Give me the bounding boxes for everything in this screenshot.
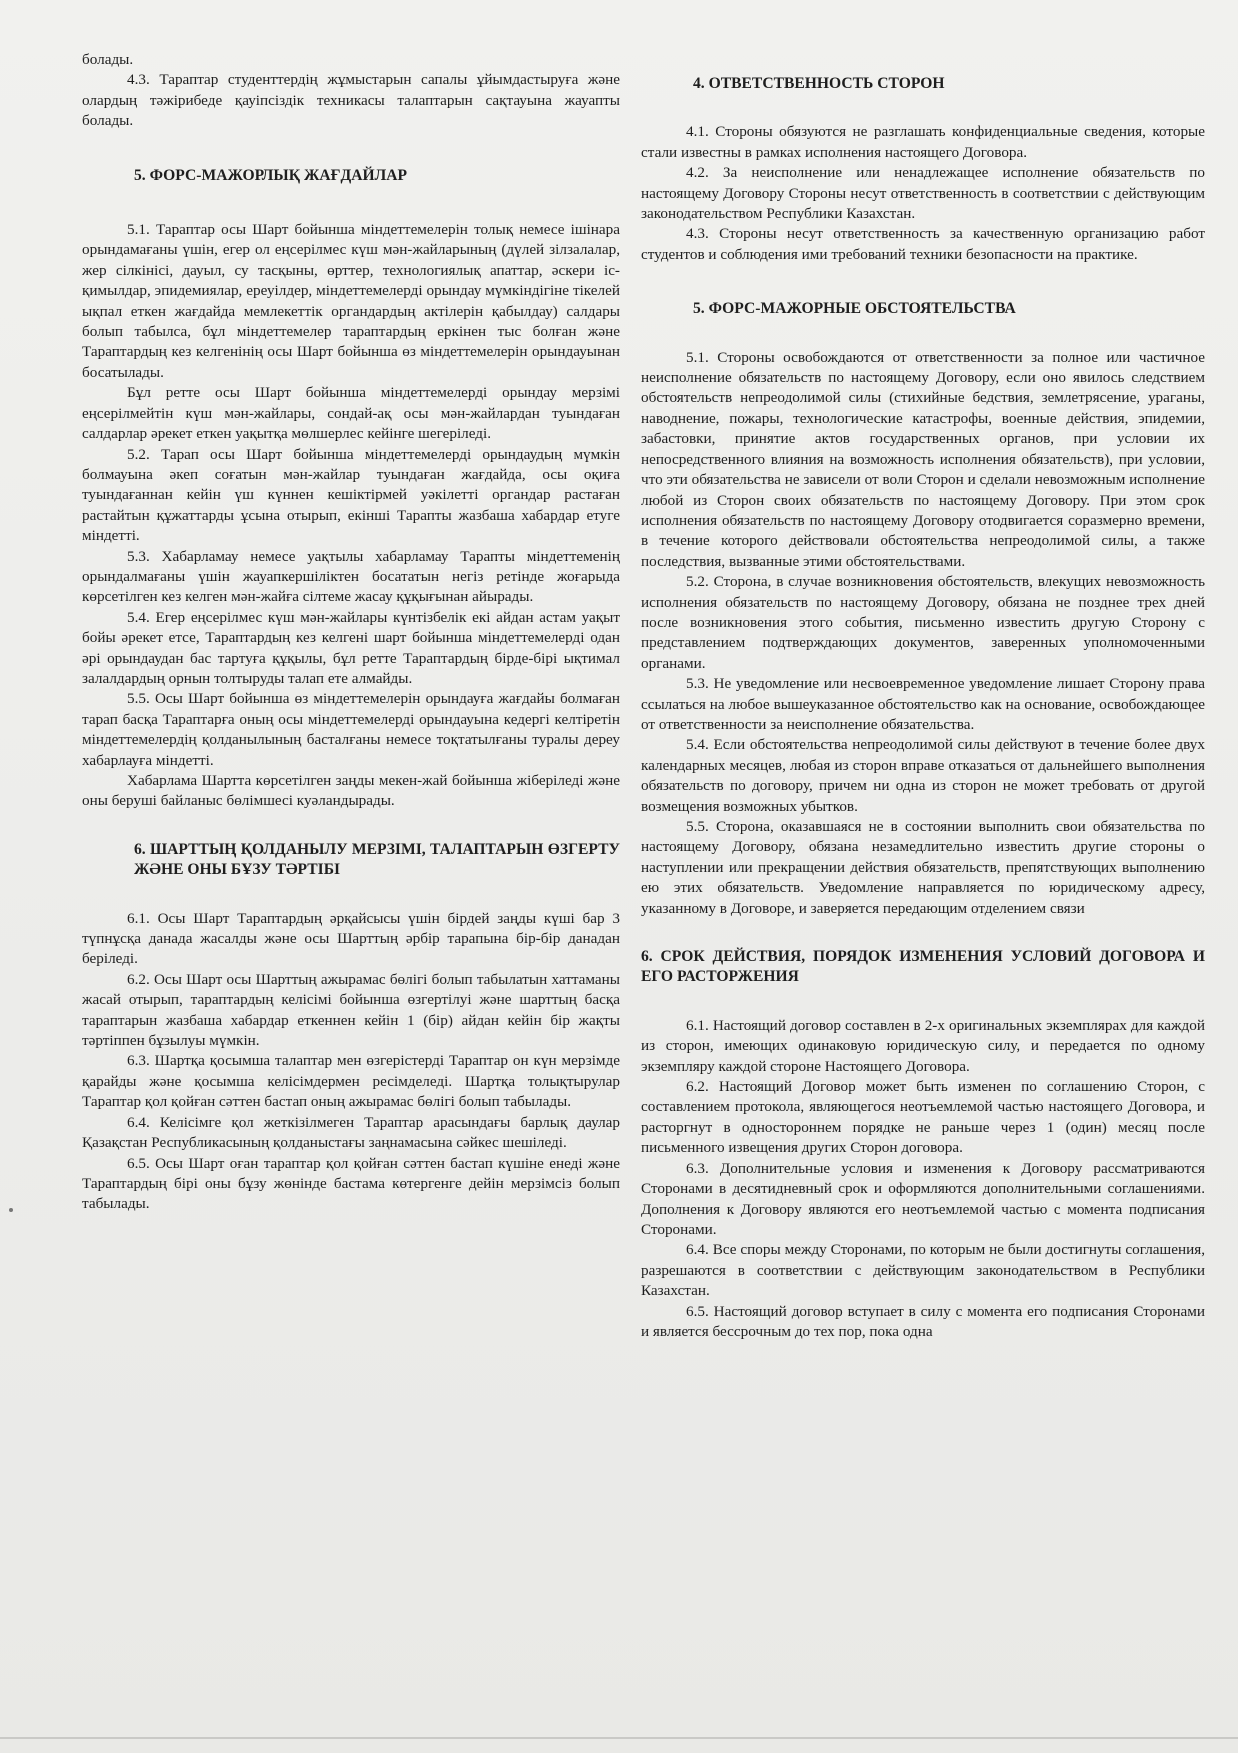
paragraph-6-5-ru: 6.5. Настоящий договор вступает в силу с момента его подписания Сторонами и является бессрочным до тех пор, пока одна — [641, 1302, 1205, 1340]
paragraph-5-4-kz: 5.4. Егер еңсерілмес күш мән-жайлары күнтізбелік екі айдан астам уақыт бойы әрекет етсе, Тараптардың кез келгені шарт бойынша міндеттемелерді одан әрі орындаудан бас тартуға құқылы, бұл ретте Тараптардың бірде-бірі ықтимал залалдардың орнын толтыруды талап ете алмайды. — [82, 608, 620, 687]
scan-speck — [9, 1208, 13, 1212]
paragraph-5-3-kz: 5.3. Хабарламау немесе уақтылы хабарламау Тарапты міндеттеменің орындалмағаны үшін жауапкершіліктен босататын негіз ретінде жоғарыда көрсетілген кез келген мән-жайға сілтеме жасау құқығынан айырады. — [82, 547, 620, 606]
section-5-heading-kz: 5. ФОРС-МАЖОРЛЫҚ ЖАҒДАЙЛАР — [134, 166, 408, 184]
paragraph-6-2-kz: 6.2. Осы Шарт осы Шарттың ажырамас бөлігі болып табылатын хаттаманы жасай отырып, тараптардың келісімі бойынша өзгертілуі және шарттың басқа тараптарын жазбаша хабардар еткеннен кейін 1 (бір) айдан кейін бір жақты тәртіппен бұзылуы мүмкін. — [82, 970, 620, 1050]
paragraph-5-1-kz: 5.1. Тараптар осы Шарт бойынша міндеттемелерін толық немесе ішінара орындамағаны үшін, егер ол еңсерілмес күш мән-жайларының (дүлей зілзалалар, жер сілкінісі, дауыл, су тасқыны, өрттер, технологиялық апаттар, әскери іс-қимылдар, эпидемиялар, ереуілдер, міндеттемелерді орындау мүмкіндігіне тікелей ықпал еткен жағдайда мемлекеттік органдардың актілерін қабылдау) салдары болып табылса, бұл міндеттемелер тараптардың еркінен тыс болған және Тараптардың кез келгенінің осы Шарт бойынша өз міндеттемелерін орындауынан босатылады. — [82, 221, 620, 381]
scan-bottom-edge — [0, 1737, 1238, 1739]
paragraph-6-1-ru: 6.1. Настоящий договор составлен в 2-х оригинальных экземплярах для каждой из сторон, имеющих одинаковую юридическую силу, и передается по одному экземпляру каждой стороне Настоящего Договора. — [641, 1016, 1205, 1075]
paragraph-4-1-ru: 4.1. Стороны обязуются не разглашать конфиденциальные сведения, которые стали известны в рамках исполнения настоящего Договора. — [641, 123, 1205, 161]
kazakh-column — [82, 50, 620, 1215]
paragraph-6-5-kz: 6.5. Осы Шарт оған тараптар қол қойған сәттен бастап күшіне енеді және Тараптардың бірі оны бұзу жөнінде бастама көтергенге дейін мерзімсіз болып табылады. — [82, 1154, 620, 1213]
paragraph-5-2-kz: 5.2. Тарап осы Шарт бойынша міндеттемелерді орындаудың мүмкін болмауына әкеп соғатын мән-жайлар туындаған жағдайда, осы оқиға туындағаннан кейін үш күннен кешіктірмей уәкілетті органдар растаған растайтын құжаттарды ұсына отырып, екінші Тарапты жазбаша хабардар етуге міндетті. — [82, 445, 620, 545]
paragraph-5-5-kz: 5.5. Осы Шарт бойынша өз міндеттемелерін орындауға жағдайы болмаған тарап басқа Тараптарға оның осы міндеттемелерді орындауына кедергі келтіретін міндеттемелердің қолданылының басталғаны немесе тоқтатылғаны туралы дереу хабарлауға міндетті. — [82, 690, 620, 769]
section-4-heading-ru: 4. ОТВЕТСТВЕННОСТЬ СТОРОН — [693, 75, 945, 92]
paragraph-5-1-ru: 5.1. Стороны освобождаются от ответственности за полное или частичное неисполнение обязательств по настоящему Договору, если оно явилось следствием обстоятельств непреодолимой силы (стихийные бедствия, землетрясение, ураганы, наводнение, пожары, технологические катастрофы, военные действия, эпидемии, забастовки, принятие актов государственных органов, при условии их непосредственного влияния на возможность исполнения обязательств), при условии, что эти обязательства не зависели от воли Сторон и сделали невозможным исполнение любой из Сторон своих обязательств по настоящему Договору. При этом срок исполнения обязательств по настоящему Договору отодвигается соразмерно времени, в течение которого действовали обстоятельства непреодолимой силы, а также последствия, вызванные этими обстоятельствами. — [641, 348, 1205, 570]
russian-column — [641, 74, 1205, 1342]
section-5-heading-ru: 5. ФОРС-МАЖОРНЫЕ ОБСТОЯТЕЛЬСТВА — [693, 300, 1016, 318]
paragraph-5-4-ru: 5.4. Если обстоятельства непреодолимой силы действуют в течение более двух календарных месяцев, любая из сторон вправе отказаться от дальнейшего выполнения обязательств по договору, причем ни одна из сторон не может требовать от другой возмещения возможных убытков. — [641, 736, 1205, 815]
section-6-heading-kz: 6. ШАРТТЫҢ ҚОЛДАНЫЛУ МЕРЗІМІ, ТАЛАПТАРЫН ӨЗГЕРТУ ЖӘНЕ ОНЫ БҰЗУ ТӘРТІБІ — [134, 840, 620, 879]
paragraph-4-2-ru: 4.2. За неисполнение или ненадлежащее исполнение обязательств по настоящему Договору Стороны несут ответственность в соответствии с действующим законодательством Республики Казахстан. — [641, 164, 1205, 223]
paragraph-continuation: болады. — [82, 51, 134, 68]
paragraph-6-1-kz: 6.1. Осы Шарт Тараптардың әрқайсысы үшін бірдей заңды күші бар 3 түпнұсқа данада жасалды және осы Шарттың әрбір тарапына бір-бір данадан беріледі. — [82, 909, 620, 968]
paragraph-5-1b-kz: Бұл ретте осы Шарт бойынша міндеттемелерді орындау мерзімі еңсерілмейтін күш мән-жайлары, сондай-ақ осы мән-жайлардан туындаған салдарлар әрекет еткен уақытқа мөлшерлес кейінге шегеріледі. — [82, 384, 620, 443]
paragraph-4-3-kz: 4.3. Тараптар студенттердің жұмыстарын сапалы ұйымдастыруға және олардың тәжірибеде қауіпсіздік техникасы талаптарын сақтауына жауапты болады. — [82, 71, 620, 130]
paragraph-6-4-ru: 6.4. Все споры между Сторонами, по которым не были достигнуты соглашения, разрешаются в соответствии с действующим законодательством в Республики Казахстан. — [641, 1241, 1205, 1300]
paragraph-5-5-ru: 5.5. Сторона, оказавшаяся не в состоянии выполнить свои обязательства по настоящему Договору, обязана незамедлительно известить другие стороны о наступлении или прекращении действия обязательств, препятствующих выполнению ею этих обязательств. Уведомление направляется по юридическому адресу, указанному в Договоре, и заверяется передающим отделением связи — [641, 818, 1205, 917]
paragraph-4-3-ru: 4.3. Стороны несут ответственность за качественную организацию работ студентов и соблюдения ими требований техники безопасности на практике. — [641, 225, 1205, 263]
paragraph-6-3-kz: 6.3. Шартқа қосымша талаптар мен өзгерістерді Тараптар он күн мерзімде қарайды және қосымша келісімдермен ресімделеді. Шартқа толықтырулар Тараптар қол қойған сәттен бастап оның ажырамас бөлігі болып табылады. — [82, 1052, 620, 1111]
paragraph-6-3-ru: 6.3. Дополнительные условия и изменения к Договору рассматриваются Сторонами в десятидневный срок и оформляются дополнительными соглашениями. Дополнения к Договору являются его неотъемлемой частью с момента подписания Сторонами. — [641, 1159, 1205, 1238]
paragraph-5-5b-kz: Хабарлама Шартта көрсетілген заңды мекен-жай бойынша жіберіледі және оны беруші байланыс бөлімшесі куәландырады. — [82, 772, 620, 810]
paragraph-6-4-kz: 6.4. Келісімге қол жеткізілмеген Тараптар арасындағы барлық даулар Қазақстан Республикасының қолданыстағы заңнамасына сәйкес шешіледі. — [82, 1113, 620, 1152]
paragraph-5-2-ru: 5.2. Сторона, в случае возникновения обстоятельств, влекущих невозможность исполнения обязательств по настоящему Договору, обязана не позднее трех дней после возникновения этого события, письменно известить другую Сторону с представлением подтверждающих документов, заверенных уполномоченными органами. — [641, 573, 1205, 672]
paragraph-6-2-ru: 6.2. Настоящий Договор может быть изменен по соглашению Сторон, с составлением протокола, являющегося неотъемлемой частью настоящего Договора, и расторгнут в одностороннем порядке не раньше через 1 (один) месяц после письменного извещения других Сторон договора. — [641, 1078, 1205, 1157]
section-6-heading-ru: 6. СРОК ДЕЙСТВИЯ, ПОРЯДОК ИЗМЕНЕНИЯ УСЛОВИЙ ДОГОВОРА И ЕГО РАСТОРЖЕНИЯ — [641, 948, 1205, 986]
paragraph-5-3-ru: 5.3. Не уведомление или несвоевременное уведомление лишает Сторону права ссылаться на любое вышеуказанное обстоятельство как на основание, освобождающее от ответственности за неисполнение обязательства. — [641, 675, 1205, 733]
faded-header-mark — [520, 4, 720, 18]
